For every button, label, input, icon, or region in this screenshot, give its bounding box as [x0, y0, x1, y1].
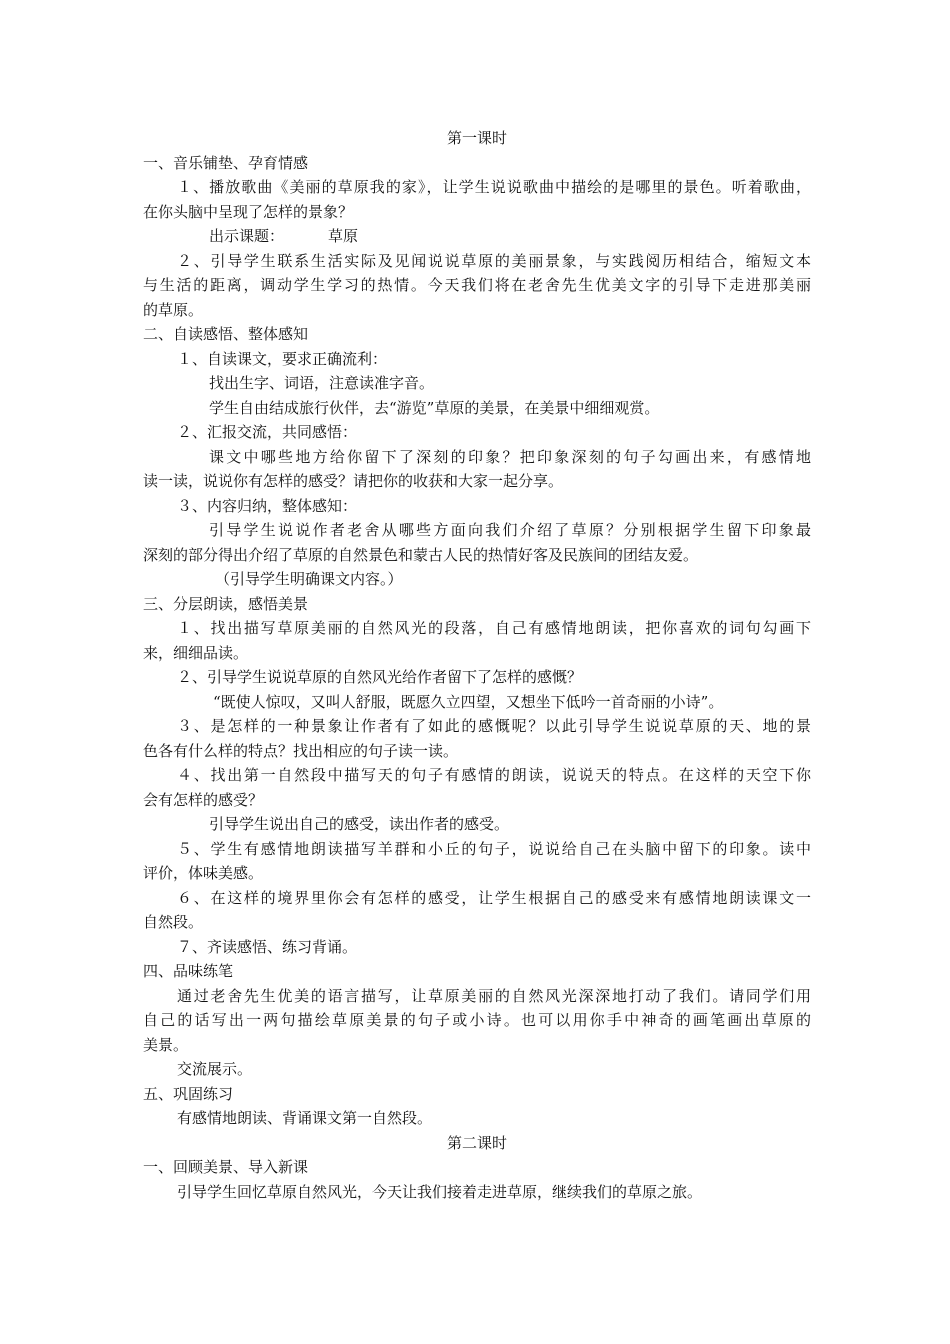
paragraph: １、播放歌曲《美丽的草原我的家》，让学生说说歌曲中描绘的是哪里的景色。听着歌曲， — [177, 178, 811, 196]
paragraph: 色各有什么样的特点？找出相应的句子读一读。 — [143, 741, 459, 760]
list-item: ３、内容归纳，整体感知： — [177, 496, 358, 515]
paragraph: 会有怎样的感受？ — [143, 790, 264, 809]
topic-title: 草原 — [328, 227, 359, 245]
paragraph: ６、在这样的境界里你会有怎样的感受，让学生根据自己的感受来有感情地朗读课文一 — [177, 888, 811, 907]
paragraph: （引导学生明确课文内容。） — [215, 570, 403, 588]
paragraph: 美景。 — [143, 1035, 189, 1054]
paragraph: 引导学生说出自己的感受，读出作者的感受。 — [209, 815, 510, 833]
paragraph: 学生自由结成旅行伙伴，去“游览”草原的美景，在美景中细细观赏。 — [209, 398, 660, 417]
paragraph: 深刻的部分得出介绍了草原的自然景色和蒙古人民的热情好客及民族间的团结友爱。 — [143, 545, 699, 564]
paragraph: 评价，体味美感。 — [143, 864, 264, 882]
paragraph: 自己的话写出一两句描绘草原美景的句子或小诗。也可以用你手中神奇的画笔画出草原的 — [143, 1011, 811, 1029]
paragraph: ３、是怎样的一种景象让作者有了如此的感慨呢？以此引导学生说说草原的天、地的景 — [177, 717, 811, 735]
lesson-2-title: 第二课时 — [446, 1133, 507, 1152]
list-item: ２、汇报交流，共同感悟： — [177, 423, 358, 441]
paragraph: 引导学生回忆草原自然风光，今天让我们接着走进草原，继续我们的草原之旅。 — [177, 1182, 703, 1201]
document-body — [143, 126, 811, 1204]
paragraph: 找出生字、词语，注意读准字音。 — [209, 374, 435, 392]
paragraph: 来，细细品读。 — [143, 643, 249, 662]
section-2-heading: 二、自读感悟、整体感知 — [143, 325, 309, 343]
topic-label: 出示课题： — [209, 227, 285, 245]
paragraph: 在你头脑中呈现了怎样的景象？ — [143, 202, 354, 221]
paragraph: ２、引导学生说说草原的自然风光给作者留下了怎样的感慨？ — [177, 668, 583, 686]
paragraph: ７、齐读感悟、练习背诵。 — [177, 937, 358, 956]
paragraph: 交流展示。 — [177, 1060, 253, 1078]
paragraph: 有感情地朗读、背诵课文第一自然段。 — [177, 1109, 433, 1127]
lesson-1-title: 第一课时 — [446, 129, 507, 147]
paragraph: 引导学生说说作者老舍从哪些方面向我们介绍了草原？分别根据学生留下印象最 — [209, 521, 811, 539]
paragraph: 通过老舍先生优美的语言描写，让草原美丽的自然风光深深地打动了我们。请同学们用 — [177, 986, 811, 1005]
section-5-heading: 五、巩固练习 — [143, 1084, 234, 1103]
paragraph: １、找出描写草原美丽的自然风光的段落，自己有感情地朗读，把你喜欢的词句勾画下 — [177, 619, 811, 637]
paragraph: ２、引导学生联系生活实际及见闻说说草原的美丽景象，与实践阅历相结合，缩短文本 — [177, 251, 811, 270]
list-item: １、自读课文，要求正确流利： — [177, 349, 388, 368]
paragraph: 与生活的距离，调动学生学习的热情。今天我们将在老舍先生优美文字的引导下走进那美丽 — [143, 276, 811, 294]
section-4-heading: 四、品味练笔 — [143, 962, 234, 980]
paragraph: 自然段。 — [143, 913, 204, 931]
paragraph: 课文中哪些地方给你留下了深刻的印象？把印象深刻的句子勾画出来，有感情地 — [209, 447, 811, 466]
section-3-heading: 三、分层朗读，感悟美景 — [143, 594, 309, 613]
paragraph: ４、找出第一自然段中描写天的句子有感情的朗读，说说天的特点。在这样的天空下你 — [177, 766, 811, 784]
quote: “既使人惊叹，又叫人舒服，既愿久立四望，又想坐下低吟一首奇丽的小诗”。 — [213, 692, 724, 711]
paragraph: 的草原。 — [143, 300, 204, 319]
section-1-heading: 一、音乐铺垫、孕育情感 — [143, 153, 309, 172]
topic-line — [143, 224, 811, 249]
section-1-heading: 一、回顾美景、导入新课 — [143, 1158, 309, 1176]
paragraph: ５、学生有感情地朗读描写羊群和小丘的句子，说说给自己在头脑中留下的印象。读中 — [177, 839, 811, 858]
paragraph: 读一读，说说你有怎样的感受？请把你的收获和大家一起分享。 — [143, 472, 564, 490]
